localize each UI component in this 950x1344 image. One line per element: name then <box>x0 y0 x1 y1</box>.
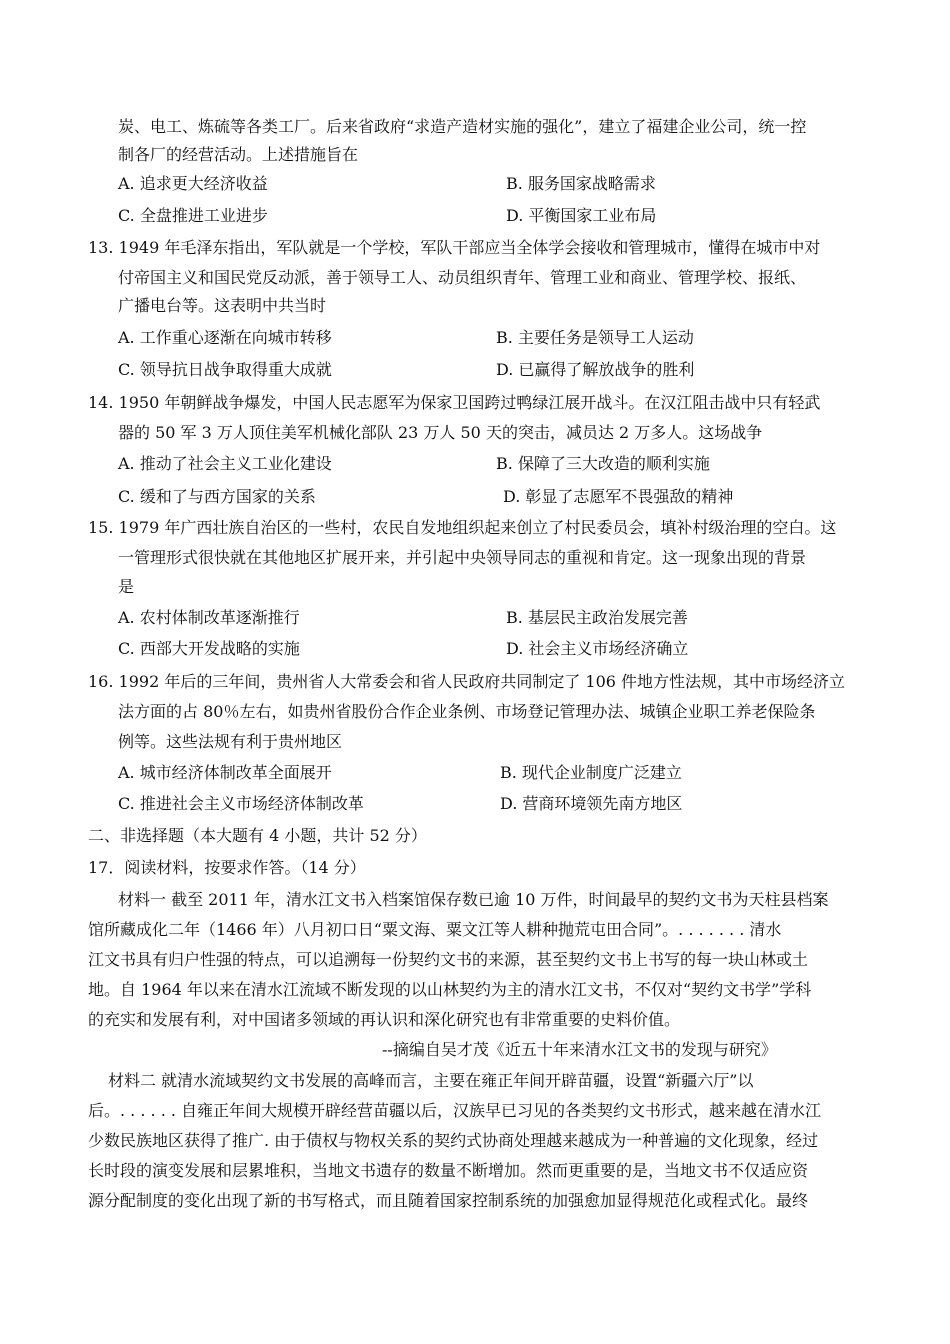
q16-option-b: B. 现代企业制度广泛建立 <box>500 763 682 782</box>
section-2-heading: 二、非选择题（本大题有 4 小题，共计 52 分） <box>88 826 427 845</box>
q14-option-b: B. 保障了三大改造的顺利实施 <box>496 454 710 473</box>
material-1-line-3: 江文书具有归户性强的特点，可以追溯每一份契约文书的来源，甚至契约文书上书写的每一块山林或土 <box>88 950 809 969</box>
q14-option-a: A. 推动了社会主义工业化建设 <box>118 454 332 473</box>
material-1-line-5: 的充实和发展有利，对中国诸多领域的再认识和深化研究也有非常重要的史料价值。 <box>88 1010 681 1029</box>
material-2-line-5: 源分配制度的变化出现了新的书写格式，而且随着国家控制系统的加强愈加显得规范化或程式化。最终 <box>88 1191 809 1210</box>
q13-stem-line-3: 广播电台等。这表明中共当时 <box>118 296 327 315</box>
q16-option-d: D. 营商环境领先南方地区 <box>500 794 683 813</box>
material-2-line-2: 后。. . . . . . 自雍正年间大规模开辟经营苗疆以后，汉族早已习见的各类契约文书形式，越来越在清水江 <box>88 1101 822 1120</box>
q15-option-d: D. 社会主义市场经济确立 <box>506 639 689 658</box>
q12-stem-line-2: 制各厂的经营活动。上述措施旨在 <box>118 145 359 164</box>
q12-option-d: D. 平衡国家工业布局 <box>506 206 657 225</box>
q13-option-d: D. 已赢得了解放战争的胜利 <box>496 360 695 379</box>
q12-option-c: C. 全盘推进工业进步 <box>118 206 268 225</box>
q14-option-c: C. 缓和了与西方国家的关系 <box>118 487 316 506</box>
q16-option-c: C. 推进社会主义市场经济体制改革 <box>118 794 364 813</box>
material-2-line-1: 材料二 就清水流域契约文书发展的高峰而言，主要在雍正年间开辟苗疆，设置“新疆六厅”以 <box>108 1071 754 1090</box>
q15-option-b: B. 基层民主政治发展完善 <box>506 608 688 627</box>
q13-option-a: A. 工作重心逐渐在向城市转移 <box>118 328 332 347</box>
q12-option-b: B. 服务国家战略需求 <box>506 174 656 193</box>
q13-stem-line-1: 13. 1949 年毛泽东指出，军队就是一个学校，军队干部应当全体学会接收和管理城市，懂得在城市中对 <box>88 238 821 257</box>
q17-title: 17．阅读材料，按要求作答。（14 分） <box>88 858 366 877</box>
q16-option-a: A. 城市经济体制改革全面展开 <box>118 763 332 782</box>
q15-stem-line-1: 15. 1979 年广西壮族自治区的一些村，农民自发地组织起来创立了村民委员会，填补村级治理的空白。这 <box>88 518 837 537</box>
material-1-source: --摘编自吴才茂《近五十年来清水江文书的发现与研究》 <box>382 1040 777 1059</box>
q16-stem-line-3: 例等。这些法规有利于贵州地区 <box>118 732 343 751</box>
q13-stem-line-2: 付帝国主义和国民党反动派，善于领导工人、动员组织青年、管理工业和商业、管理学校、报纸、 <box>118 268 807 287</box>
q12-option-a: A. 追求更大经济收益 <box>118 174 268 193</box>
q15-option-a: A. 农村体制改革逐渐推行 <box>118 608 300 627</box>
material-1-line-2: 馆所藏成化二年（1466 年）八月初口日“粟文海、粟文江等人耕种抛荒屯田合同”。. . . . . . . 清水 <box>88 920 782 939</box>
material-2-line-3: 少数民族地区获得了推广. 由于债权与物权关系的契约式协商处理越来越成为一种普遍的文化现象，经过 <box>88 1131 819 1150</box>
q15-option-c: C. 西部大开发战略的实施 <box>118 639 300 658</box>
q15-stem-line-3: 是 <box>118 577 135 596</box>
q15-stem-line-2: 一管理形式很快就在其他地区扩展开来，并引起中央领导同志的重视和肯定。这一现象出现的背景 <box>118 548 807 567</box>
q13-option-b: B. 主要任务是领导工人运动 <box>496 328 694 347</box>
material-1-line-1: 材料一 截至 2011 年，清水江文书入档案馆保存数已逾 10 万件，时间最早的契约文书为天柱县档案 <box>118 890 829 909</box>
q14-option-d: D. 彰显了志愿军不畏强敌的精神 <box>503 487 734 506</box>
material-1-line-4: 地。自 1964 年以来在清水江流域不断发现的以山林契约为主的清水江文书，不仅对“契约文书学”学科 <box>88 980 812 999</box>
q14-stem-line-2: 器的 50 军 3 万人顶住美军机械化部队 23 万人 50 天的突击，减员达 2 万多人。这场战争 <box>118 423 763 442</box>
q12-stem-line-1: 炭、电工、炼硫等各类工厂。后来省政府“求造产造材实施的强化”，建立了福建企业公司，统一控 <box>118 117 807 136</box>
q16-stem-line-2: 法方面的占 80％左右，如贵州省股份合作企业条例、市场登记管理办法、城镇企业职工养老保险条 <box>118 702 816 721</box>
q13-option-c: C. 领导抗日战争取得重大成就 <box>118 360 332 379</box>
q16-stem-line-1: 16. 1992 年后的三年间，贵州省人大常委会和省人民政府共同制定了 106 件地方性法规，其中市场经济立 <box>88 672 846 691</box>
material-2-line-4: 长时段的演变发展和层累堆积，当地文书遗存的数量不断增加。然而更重要的是，当地文书不仅适应资 <box>88 1161 809 1180</box>
q14-stem-line-1: 14. 1950 年朝鲜战争爆发，中国人民志愿军为保家卫国跨过鸭绿江展开战斗。在汉江阻击战中只有轻武 <box>88 393 821 412</box>
